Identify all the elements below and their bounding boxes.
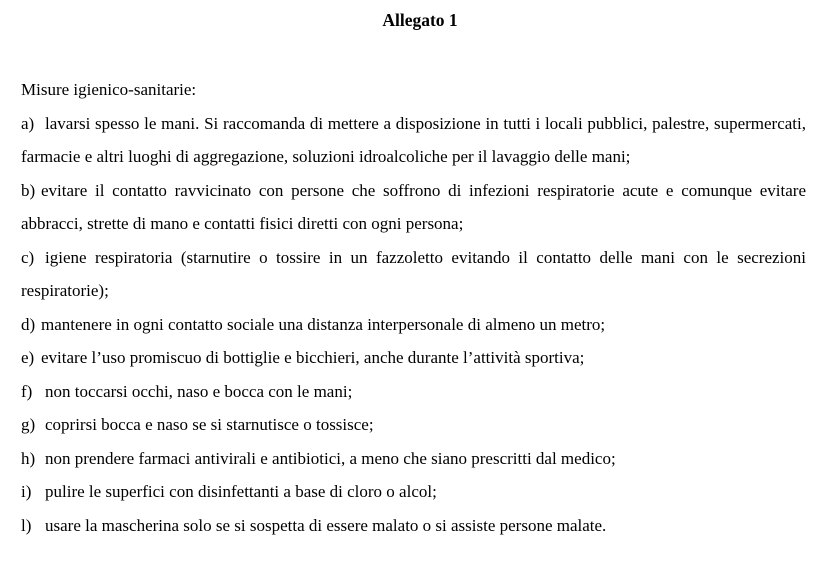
- list-marker: d): [21, 314, 36, 334]
- document-body: [21, 73, 806, 542]
- list-item-text: usare la mascherina solo se si sospetta di essere malato o si assiste persone malate.: [45, 515, 607, 535]
- list-marker: c): [21, 247, 35, 267]
- list-item-b: [21, 174, 806, 241]
- list-item-d: [21, 308, 806, 342]
- list-item-text: evitare l’uso promiscuo di bottiglie e bicchieri, anche durante l’attività sportiva;: [41, 348, 585, 367]
- list-marker: i): [21, 482, 32, 501]
- list-item-text: pulire le superfici con disinfettanti a base di cloro o alcol;: [45, 482, 437, 501]
- list-item-a: [21, 107, 806, 174]
- list-item-e: [21, 341, 806, 375]
- measures-list: [21, 107, 806, 543]
- list-marker: h): [21, 448, 36, 468]
- list-item-text: igiene respiratoria (starnutire o tossire in un fazzoletto evitando il contatto delle mani con le secrezioni respiratorie);: [21, 247, 806, 300]
- list-marker: g): [21, 415, 36, 434]
- list-marker: a): [21, 113, 35, 133]
- list-item-text: non toccarsi occhi, naso e bocca con le mani;: [45, 381, 353, 401]
- list-marker: f): [21, 381, 33, 401]
- list-item-f: [21, 375, 806, 409]
- list-item-i: [21, 475, 806, 509]
- intro-text: Misure igienico-sanitarie:: [21, 80, 197, 99]
- list-marker: l): [21, 515, 32, 535]
- list-marker: b): [21, 180, 36, 200]
- list-item-text: coprirsi bocca e naso se si starnutisce o tossisce;: [45, 415, 374, 434]
- list-item-g: [21, 408, 806, 442]
- list-item-c: [21, 241, 806, 308]
- list-item-text: mantenere in ogni contatto sociale una distanza interpersonale di almeno un metro;: [41, 314, 606, 334]
- page-title: Allegato 1: [382, 10, 458, 30]
- list-item-h: [21, 442, 806, 476]
- list-marker: e): [21, 348, 35, 367]
- list-item-text: lavarsi spesso le mani. Si raccomanda di mettere a disposizione in tutti i locali pubblici, palestre, supermercati, farmacie e altri luoghi di aggregazione, soluzioni idroalcoliche per il lavaggio delle mani;: [21, 113, 806, 166]
- list-item-l: [21, 509, 806, 543]
- list-item-text: evitare il contatto ravvicinato con persone che soffrono di infezioni respiratorie acute e comunque evitare abbracci, strette di mano e contatti fisici diretti con ogni persona;: [21, 180, 806, 233]
- list-item-text: non prendere farmaci antivirali e antibiotici, a meno che siano prescritti dal medico;: [45, 448, 616, 468]
